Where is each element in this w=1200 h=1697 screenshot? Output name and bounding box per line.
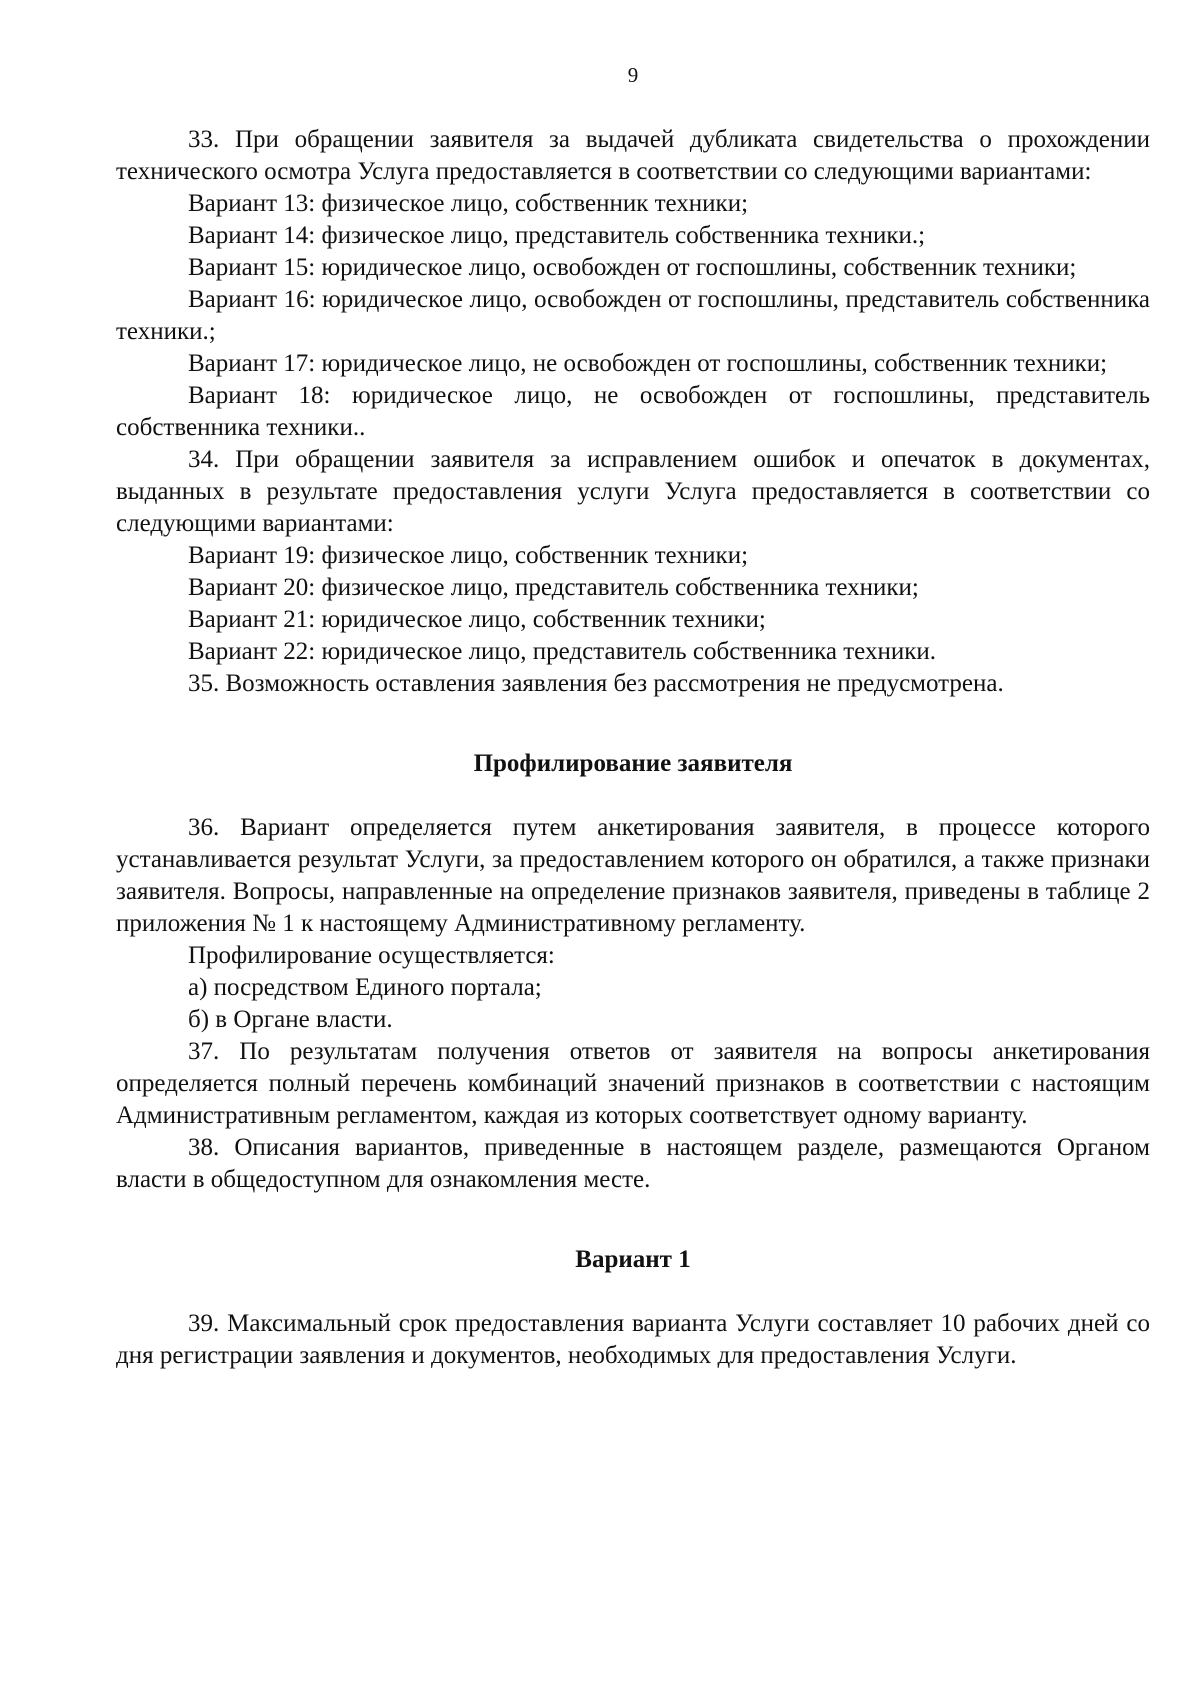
variant-13: Вариант 13: физическое лицо, собственник техники; (188, 190, 749, 217)
variant-19: Вариант 19: физическое лицо, собственник техники; (188, 542, 749, 569)
profiling-item-b: б) в Органе власти. (188, 1006, 393, 1033)
profiling-item-a: а) посредством Единого портала; (188, 974, 542, 1001)
paragraph-38: 38. Описания вариантов, приведенные в настоящем разделе, размещаются Органом власти в общедоступном для ознакомления месте. (116, 1134, 1150, 1193)
paragraph-36: 36. Вариант определяется путем анкетирования заявителя, в процессе которого устанавливается результат Услуги, за предоставлением которого он обратился, а также признаки заявителя. Вопросы, направленные на определение признаков заявителя, приведены в таблице 2 приложения № 1 к настоящему Административному регламенту. (116, 814, 1150, 937)
variant-18: Вариант 18: юридическое лицо, не освобожден от госпошлины, представитель собственника техники.. (116, 382, 1150, 441)
variant-16: Вариант 16: юридическое лицо, освобожден от госпошлины, представитель собственника техники.; (116, 286, 1150, 345)
section-heading-variant-1: Вариант 1 (575, 1246, 691, 1273)
section-heading-profiling: Профилирование заявителя (473, 750, 793, 777)
section-gap (116, 700, 1150, 748)
variant-14: Вариант 14: физическое лицо, представитель собственника техники.; (188, 222, 926, 249)
section-gap (116, 780, 1150, 812)
paragraph-33: 33. При обращении заявителя за выдачей дубликата свидетельства о прохождении технического осмотра Услуга предоставляется в соответствии со следующими вариантами: (116, 126, 1150, 185)
paragraph-37: 37. По результатам получения ответов от заявителя на вопросы анкетирования определяется полный перечень комбинаций значений признаков в соответствии с настоящим Административным регламентом, каждая из которых соответствует одному варианту. (116, 1038, 1150, 1129)
section-gap (116, 1196, 1150, 1244)
document-page (116, 60, 1150, 1372)
paragraph-34: 34. При обращении заявителя за исправлением ошибок и опечаток в документах, выданных в результате предоставления услуги Услуга предоставляется в соответствии со следующими вариантами: (116, 446, 1150, 537)
variant-21: Вариант 21: юридическое лицо, собственник техники; (188, 606, 766, 633)
variant-17: Вариант 17: юридическое лицо, не освобожден от госпошлины, собственник техники; (188, 350, 1108, 377)
variant-22: Вариант 22: юридическое лицо, представитель собственника техники. (188, 638, 936, 665)
profiling-intro: Профилирование осуществляется: (188, 942, 555, 969)
section-gap (116, 1276, 1150, 1308)
paragraph-35: 35. Возможность оставления заявления без рассмотрения не предусмотрена. (188, 670, 1004, 697)
variant-15: Вариант 15: юридическое лицо, освобожден от госпошлины, собственник техники; (188, 254, 1077, 281)
paragraph-39: 39. Максимальный срок предоставления варианта Услуги составляет 10 рабочих дней со дня регистрации заявления и документов, необходимых для предоставления Услуги. (116, 1310, 1150, 1369)
variant-20: Вариант 20: физическое лицо, представитель собственника техники; (188, 574, 919, 601)
page-number: 9 (627, 63, 639, 87)
